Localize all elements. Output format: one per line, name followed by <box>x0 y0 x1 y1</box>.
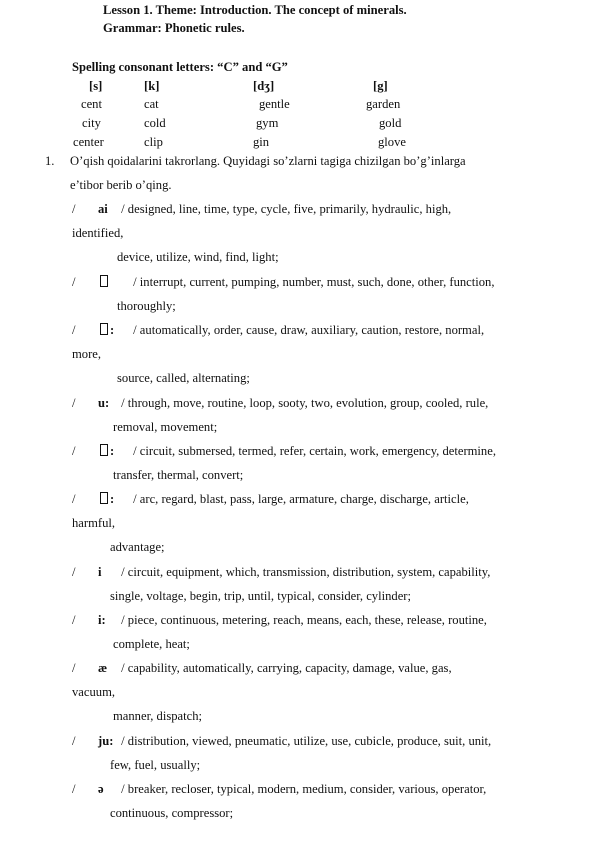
sound-symbol: ai <box>98 202 108 216</box>
words-line: harmful, <box>72 516 116 530</box>
row-ai: / ai / designed, line, time, type, cycle, five, primarily, hydraulic, high, <box>72 202 452 216</box>
words-line: device, utilize, wind, find, light; <box>117 250 279 264</box>
words-line: manner, dispatch; <box>113 709 203 723</box>
words-line: more, <box>72 347 102 361</box>
sound-symbol: æ <box>98 661 108 675</box>
row-box-long: / : / automatically, order, cause, draw, auxiliary, caution, restore, normal, <box>72 323 485 337</box>
row-ii: / i: / piece, continuous, metering, reach, means, each, these, release, routine, <box>72 613 487 627</box>
unknown-symbol-box <box>100 323 108 335</box>
word: gold <box>379 116 402 130</box>
word: cent <box>81 97 102 111</box>
row-ju: / ju: / distribution, viewed, pneumatic, utilize, use, cubicle, produce, suit, unit, <box>72 734 492 748</box>
words-line: / arc, regard, blast, pass, large, armature, charge, discharge, article, <box>133 492 469 506</box>
sound-symbol: : <box>110 492 115 506</box>
words-line: / automatically, order, cause, draw, auxiliary, caution, restore, normal, <box>133 323 485 337</box>
row-schwa: / ə / breaker, recloser, typical, modern, medium, consider, various, operator, <box>72 782 487 796</box>
words-line: complete, heat; <box>113 637 190 651</box>
words-line: identified, <box>72 226 124 240</box>
task-text-cont: e’tibor berib o’qing. <box>70 178 172 192</box>
word: gentle <box>259 97 290 111</box>
words-line: / piece, continuous, metering, reach, means, each, these, release, routine, <box>121 613 487 627</box>
sound-symbol: ju: <box>98 734 114 748</box>
sound-symbol: i <box>98 565 102 579</box>
unknown-symbol-box <box>100 444 108 456</box>
words-line: / breaker, recloser, typical, modern, medium, consider, various, operator, <box>121 782 487 796</box>
word: cold <box>144 116 166 130</box>
word: garden <box>366 97 401 111</box>
row-box: / / interrupt, current, pumping, number, must, such, done, other, function, <box>72 275 495 289</box>
sound-symbol: i: <box>98 613 106 627</box>
word: cat <box>144 97 159 111</box>
phon-g: [g] <box>373 79 388 93</box>
words-line: / through, move, routine, loop, sooty, two, evolution, group, cooled, rule, <box>121 396 489 410</box>
row-box-ar: / : / arc, regard, blast, pass, large, armature, charge, discharge, article, <box>72 492 469 506</box>
spelling-heading: Spelling consonant letters: “C” and “G” <box>72 60 288 74</box>
words-line: advantage; <box>110 540 165 554</box>
sound-symbol: ə <box>98 782 104 796</box>
word: city <box>82 116 101 130</box>
task-text: O’qish qoidalarini takrorlang. Quyidagi so’zlarni tagiga chizilgan bo’g’inlarga <box>70 154 466 168</box>
words-line: source, called, alternating; <box>117 371 250 385</box>
unknown-symbol-box <box>100 492 108 504</box>
task-number: 1. <box>45 154 55 168</box>
words-line: / distribution, viewed, pneumatic, utilize, use, cubicle, produce, suit, unit, <box>121 734 492 748</box>
grammar-title: Grammar: Phonetic rules. <box>103 21 245 35</box>
words-line: / interrupt, current, pumping, number, must, such, done, other, function, <box>133 275 495 289</box>
words-line: / circuit, submersed, termed, refer, certain, work, emergency, determine, <box>133 444 496 458</box>
words-line: / capability, automatically, carrying, capacity, damage, value, gas, <box>121 661 452 675</box>
row-box-er: / : / circuit, submersed, termed, refer, certain, work, emergency, determine, <box>72 444 496 458</box>
words-line: / circuit, equipment, which, transmission, distribution, system, capability, <box>121 565 491 579</box>
word: gin <box>253 135 270 149</box>
words-line: continuous, compressor; <box>110 806 234 820</box>
row-u: / u: / through, move, routine, loop, sooty, two, evolution, group, cooled, rule, <box>72 396 489 410</box>
phon-k: [k] <box>144 79 160 93</box>
sound-symbol: : <box>110 323 115 337</box>
row-ae: / æ / capability, automatically, carrying, capacity, damage, value, gas, <box>72 661 452 675</box>
words-line: vacuum, <box>72 685 116 699</box>
lesson-title: Lesson 1. Theme: Introduction. The concept of minerals. <box>103 3 407 17</box>
word: center <box>73 135 104 149</box>
words-line: few, fuel, usually; <box>110 758 201 772</box>
sound-symbol: : <box>110 444 115 458</box>
unknown-symbol-box <box>100 275 108 287</box>
words-line: removal, movement; <box>113 420 218 434</box>
word: gym <box>256 116 279 130</box>
word: glove <box>378 135 406 149</box>
row-i: / i / circuit, equipment, which, transmission, distribution, system, capability, <box>72 565 491 579</box>
word: clip <box>144 135 163 149</box>
words-line: transfer, thermal, convert; <box>113 468 244 482</box>
words-line: single, voltage, begin, trip, until, typical, consider, cylinder; <box>110 589 411 603</box>
phon-s: [s] <box>89 79 103 93</box>
words-line: thoroughly; <box>117 299 176 313</box>
sound-symbol: u: <box>98 396 110 410</box>
words-line: / designed, line, time, type, cycle, five, primarily, hydraulic, high, <box>121 202 452 216</box>
phon-dz: [dʒ] <box>253 79 275 93</box>
